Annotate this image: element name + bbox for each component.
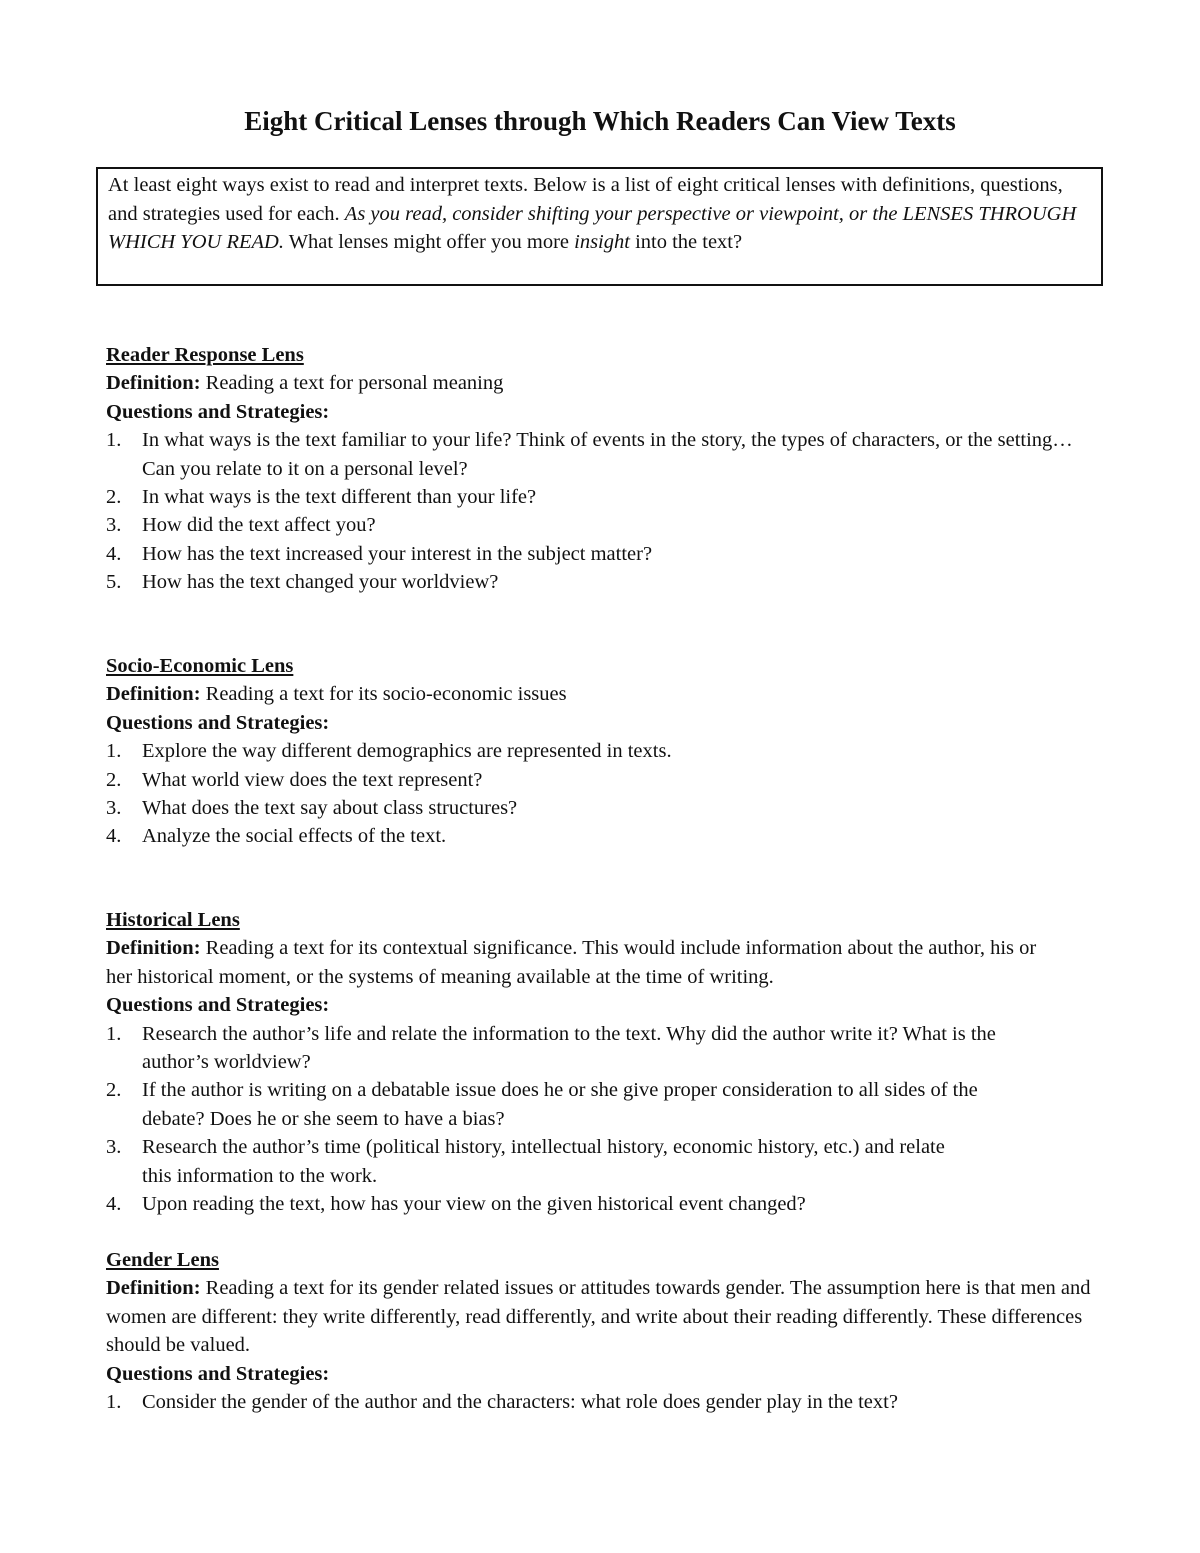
item-number: 4. [106,1193,122,1216]
item-number: 1. [106,1022,122,1045]
list-item [106,568,1106,596]
definition-line [106,369,1106,397]
item-text: If the author is writing on a debatable issue does he or she give proper consideration to all sides of the debate? Does he or she seem to have a bias? [142,1079,978,1130]
list-item [106,822,1106,850]
list-item [106,1388,1101,1416]
item-text: In what ways is the text different than your life? [142,486,537,509]
questions-list [106,1388,1101,1416]
section-heading: Reader Response Lens [106,344,304,366]
item-number: 3. [106,797,122,820]
section-gender [106,1246,1101,1416]
item-number: 1. [106,429,122,452]
list-item [106,511,1106,539]
item-number: 4. [106,825,122,848]
list-item [106,1076,1066,1133]
definition-line [106,680,1106,708]
section-heading: Gender Lens [106,1249,219,1271]
definition-label: Definition: [106,937,201,960]
list-item [106,766,1106,794]
questions-heading: Questions and Strategies: [106,994,330,1017]
section-heading: Historical Lens [106,909,240,931]
intro-text-1: At least eight ways exist to read and interpret texts. Below is a list of eight critical lenses with definitions, questions, and strategies used for each. [108,174,1063,225]
list-item [106,1020,1066,1077]
item-number: 4. [106,542,122,565]
questions-list [106,426,1106,596]
section-heading: Socio-Economic Lens [106,655,294,677]
item-number: 3. [106,1136,122,1159]
item-text: How did the text affect you? [142,514,376,537]
item-number: 3. [106,514,122,537]
definition-label: Definition: [106,683,201,706]
questions-heading: Questions and Strategies: [106,400,330,423]
list-item [106,483,1106,511]
item-number: 2. [106,1079,122,1102]
definition-label: Definition: [106,372,201,395]
definition-text: Reading a text for its gender related issues or attitudes towards gender. The assumption here is that men and women are different: they write differently, read differently, and write about their reading differently. These differences should be valued. [106,1277,1091,1357]
list-item [106,1133,1066,1190]
list-item [106,737,1106,765]
item-text: Upon reading the text, how has your view on the given historical event changed? [142,1193,806,1216]
item-text: Research the author’s life and relate the information to the text. Why did the author write it? What is the author’s worldview? [142,1022,996,1074]
item-text: In what ways is the text familiar to your life? Think of events in the story, the types of characters, or the setting… Can you relate to it on a personal level? [142,429,1073,480]
definition-text: Reading a text for its contextual significance. This would include information about the author, his or her historical moment, or the systems of meaning available at the time of writing. [106,937,1037,988]
list-item [106,426,1106,483]
item-text: How has the text changed your worldview? [142,571,499,594]
item-text: What does the text say about class structures? [142,797,518,820]
questions-heading: Questions and Strategies: [106,711,330,734]
item-number: 2. [106,768,122,791]
intro-text-2: What lenses might offer you more [283,231,575,253]
section-historical [106,906,1066,1218]
questions-heading: Questions and Strategies: [106,1362,330,1385]
list-item [106,540,1106,568]
questions-list [106,737,1106,851]
list-item [106,1190,1066,1218]
intro-paragraph [108,171,1091,257]
section-reader-response [106,341,1106,597]
item-text: Consider the gender of the author and the characters: what role does gender play in the text? [142,1391,898,1414]
item-text: Analyze the social effects of the text. [142,825,447,848]
section-socio-economic [106,652,1106,851]
item-text: Research the author’s time (political history, intellectual history, economic history, etc.) and relate this information to the work. [142,1136,945,1187]
item-number: 2. [106,486,122,509]
definition-label: Definition: [106,1277,201,1300]
item-number: 5. [106,571,122,594]
intro-italic-2: insight [574,231,630,253]
questions-list [106,1020,1066,1219]
intro-text-3: into the text? [629,231,743,253]
item-text: How has the text increased your interest in the subject matter? [142,542,653,565]
definition-text: Reading a text for personal meaning [200,372,504,395]
intro-box [96,167,1103,286]
item-text: What world view does the text represent? [142,768,483,791]
definition-line [106,1274,1101,1359]
intro-italic-1: As you read, consider shifting your perspective or viewpoint, or the LENSES THROUGH WHICH YOU READ. [108,202,1077,253]
item-text: Explore the way different demographics are represented in texts. [142,740,672,763]
page-title: Eight Critical Lenses through Which Readers Can View Texts [244,106,956,136]
item-number: 1. [106,1391,122,1414]
definition-text: Reading a text for its socio-economic issues [200,683,567,706]
list-item [106,794,1106,822]
item-number: 1. [106,740,122,763]
definition-line [106,934,1066,991]
